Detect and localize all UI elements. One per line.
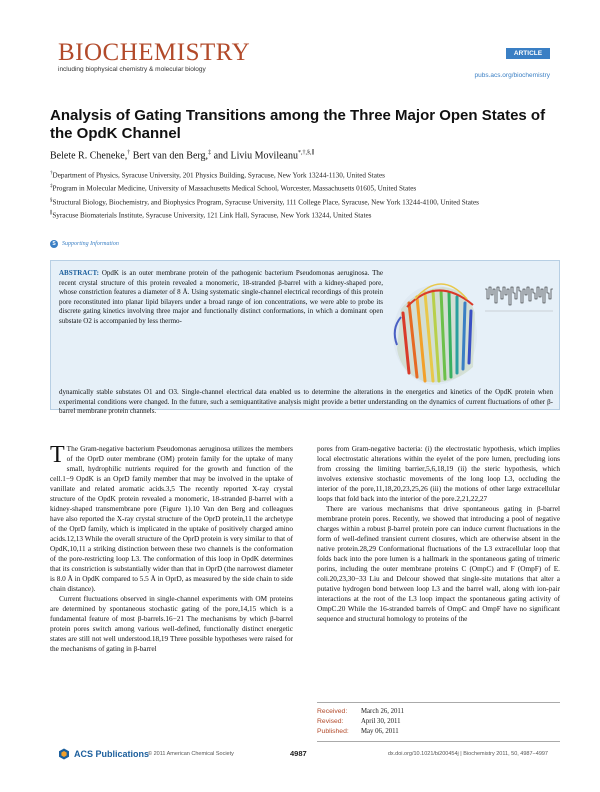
- author-name[interactable]: Belete R. Cheneke,: [50, 150, 128, 162]
- acs-publications-logo[interactable]: [58, 748, 149, 760]
- body-paragraph: There are various mechanisms that drive spontaneous gating in β-barrel membrane protein pores. Recently, we showed that introducing a pool of negative charges within a robust β-barrel protein pore can induce current fluctuations in the form of well-defined transient current closures, which are otherwise absent in the native protein.28,29 Conformational fluctuations of the L3 extracellular loop that folds back into the pore lumen is a hallmark in the spontaneous gating of trimeric porins, including the outer membrane proteins C (OmpC) and F (OmpF) of E. coli.20,23,30−33 Liu and Delcour showed that single-site mutations that alter a putative hydrogen bond between loop L3 and the barrel wall, along with ion-pair interactions at the root of the L3 loop impact the spontaneous gating activity of OmpC.20 While the 16-stranded barrels of OmpC and OmpF have no significant sequence and structural homology to proteins of the: [317, 505, 560, 623]
- toc-graphic: [387, 269, 557, 387]
- journal-url-link[interactable]: pubs.acs.org/biochemistry: [474, 72, 550, 79]
- publisher-name: ACS Publications: [74, 749, 150, 759]
- affiliation: [50, 209, 560, 220]
- supporting-info-label: Supporting Information: [62, 241, 119, 247]
- author-marks: *,†,§,∥: [298, 150, 315, 156]
- affiliation-text: Department of Physics, Syracuse University, 201 Physics Building, Syracuse, New York 13244-1130, United States: [52, 171, 385, 180]
- author-name[interactable]: and Liviu Movileanu: [213, 150, 298, 162]
- author-name[interactable]: Bert van den Berg,: [132, 150, 209, 162]
- body-column-right: [317, 444, 560, 624]
- history-label: Received:: [317, 708, 348, 715]
- history-row: [317, 707, 560, 717]
- affiliation-mark: ‡: [50, 184, 53, 190]
- history-date: May 06, 2011: [361, 728, 399, 735]
- body-paragraph: [50, 444, 293, 594]
- supporting-info-link[interactable]: [50, 240, 119, 248]
- abstract-continuation: dynamically stable substates O1 and O3. Single-channel electrical data enabled us to determine the alterations in the energetics and kinetics of the OpdK protein when experimental conditions were changed. In the future, such a semiquantitative analysis might provide a better understanding on the dynamics of current fluctuations of other β-barrel membrane protein channels.: [59, 388, 553, 416]
- page-number: 4987: [290, 749, 307, 758]
- current-trace-illustration: [485, 287, 553, 311]
- publication-history: [317, 702, 560, 742]
- journal-tagline: including biophysical chemistry & molecular biology: [58, 66, 206, 73]
- body-paragraph: Current fluctuations observed in single-channel experiments with OM proteins are determined by spontaneous stochastic gating of the pore,14,15 which is a fundamental feature of most β-barrels.16−21 The mechanisms by which β-barrel protein pores switch among various well-defined, functionally distinct energetic states are still not well understood.18,19 Three possible hypotheses were raised for the mechanisms of gating in β-barrel: [50, 595, 293, 653]
- history-row: [317, 727, 560, 737]
- affiliation-mark: †: [50, 171, 53, 176]
- drop-cap: T: [50, 442, 65, 468]
- abstract-label: ABSTRACT:: [59, 269, 99, 277]
- affiliation: [50, 196, 560, 207]
- journal-name: BIOCHEMISTRY: [58, 39, 251, 66]
- affiliation-text: Structural Biology, Biochemistry, and Biophysics Program, Syracuse University, 111 College Place, Syracuse, New York 13244-4100, United States: [52, 198, 479, 207]
- abstract-box: [50, 260, 560, 416]
- affiliation-mark: ∥: [50, 211, 53, 217]
- protein-structure-illustration: [393, 284, 477, 385]
- acs-hexagon-icon: [58, 748, 70, 760]
- author-marks: †: [127, 150, 131, 156]
- doi-citation-link[interactable]: dx.doi.org/10.1021/bi200454j | Biochemistry 2011, 50, 4987−4997: [387, 751, 548, 757]
- affiliation: [50, 182, 560, 193]
- affiliation: [50, 169, 560, 180]
- history-label: Revised:: [317, 718, 344, 725]
- affiliations: [50, 169, 560, 223]
- history-row: [317, 717, 560, 727]
- abstract-body: OpdK is an outer membrane protein of the pathogenic bacterium Pseudomonas aeruginosa. The recent crystal structure of this protein revealed a monomeric, 18-stranded β-barrel with a kidney-shaped pore, whose constriction features a diameter of 8 Å. Using systematic single-channel electrical recordings of this protein pore reconstituted into planar lipid bilayers under a broad range of ion concentrations, we were able to probe its discrete gating kinetics involving three major and functionally distinct conformations, in which a dominant open substate O2 is accompanied by less thermo-: [59, 269, 384, 325]
- paragraph-text: The Gram-negative bacterium Pseudomonas aeruginosa utilizes the members of the OprD outer membrane (OM) protein family for the uptake of many small, hydrophilic nutrients required for the growth and function of the cell.1−9 OpdK is an OprD family member that may be involved in the uptake of vanillate and related aromatic acids.3,5 The recently reported X-ray crystal structure of the OpdK protein revealed a monomeric, 18-stranded β-barrel with a kidney-shaped transmembrane pore (Figure 1).10 Van den Berg and colleagues have also reported the X-ray crystal structure of the OprD protein,11 the archetype of the OprD family, which is implicated in the uptake of positively charged amino acids.12,13 While the overall structure of the OprD protein is very similar to that of OpdK,10,11 a striking distinction between these two channels is the conformation of the pore-restricting loop L3. The conformation of this loop in OpdK determines that its constriction is substantially wider than that in OprD (the narrowest diameter is 8.0 Å in OpdK compared to 5.5 Å in OprD, as measured by the side chain to side chain distance).: [50, 445, 293, 593]
- article-title: Analysis of Gating Transitions among the Three Major Open States of the OpdK Channel: [50, 107, 546, 142]
- author-marks: ‡: [208, 150, 212, 156]
- body-column-left: [50, 444, 293, 654]
- journal-logo[interactable]: [58, 40, 250, 73]
- history-label: Published:: [317, 728, 349, 735]
- article-type-badge: ARTICLE: [506, 48, 550, 59]
- history-date: March 26, 2011: [361, 708, 404, 715]
- page-footer: [0, 746, 600, 762]
- affiliation-mark: §: [50, 197, 53, 203]
- history-date: April 30, 2011: [361, 718, 401, 725]
- copyright-notice: © 2011 American Chemical Society: [148, 751, 234, 757]
- supporting-info-icon: S: [50, 240, 58, 248]
- author-list: [50, 149, 314, 161]
- abstract-text: [59, 269, 383, 327]
- body-paragraph: pores from Gram-negative bacteria: (i) the electrostatic hypothesis, which implies local electrostatic alterations within the eyelet of the pore lumen, precluding ions from crossing the limiting barrier,5,6,18,19 (ii) the steric hypothesis, which involves extensive stochastic movements of the long loop L3, occluding the interior of the pore,11,18,20,23,25,26 (iii) the motions of other large extracellular loops that fold back into the interior of the pore.2,21,22,27: [317, 445, 560, 503]
- affiliation-text: Program in Molecular Medicine, University of Massachusetts Medical School, Worcester, Massachusetts 01605, United States: [52, 184, 417, 193]
- affiliation-text: Syracuse Biomaterials Institute, Syracuse University, 121 Link Hall, Syracuse, New York 13244, United States: [52, 211, 372, 220]
